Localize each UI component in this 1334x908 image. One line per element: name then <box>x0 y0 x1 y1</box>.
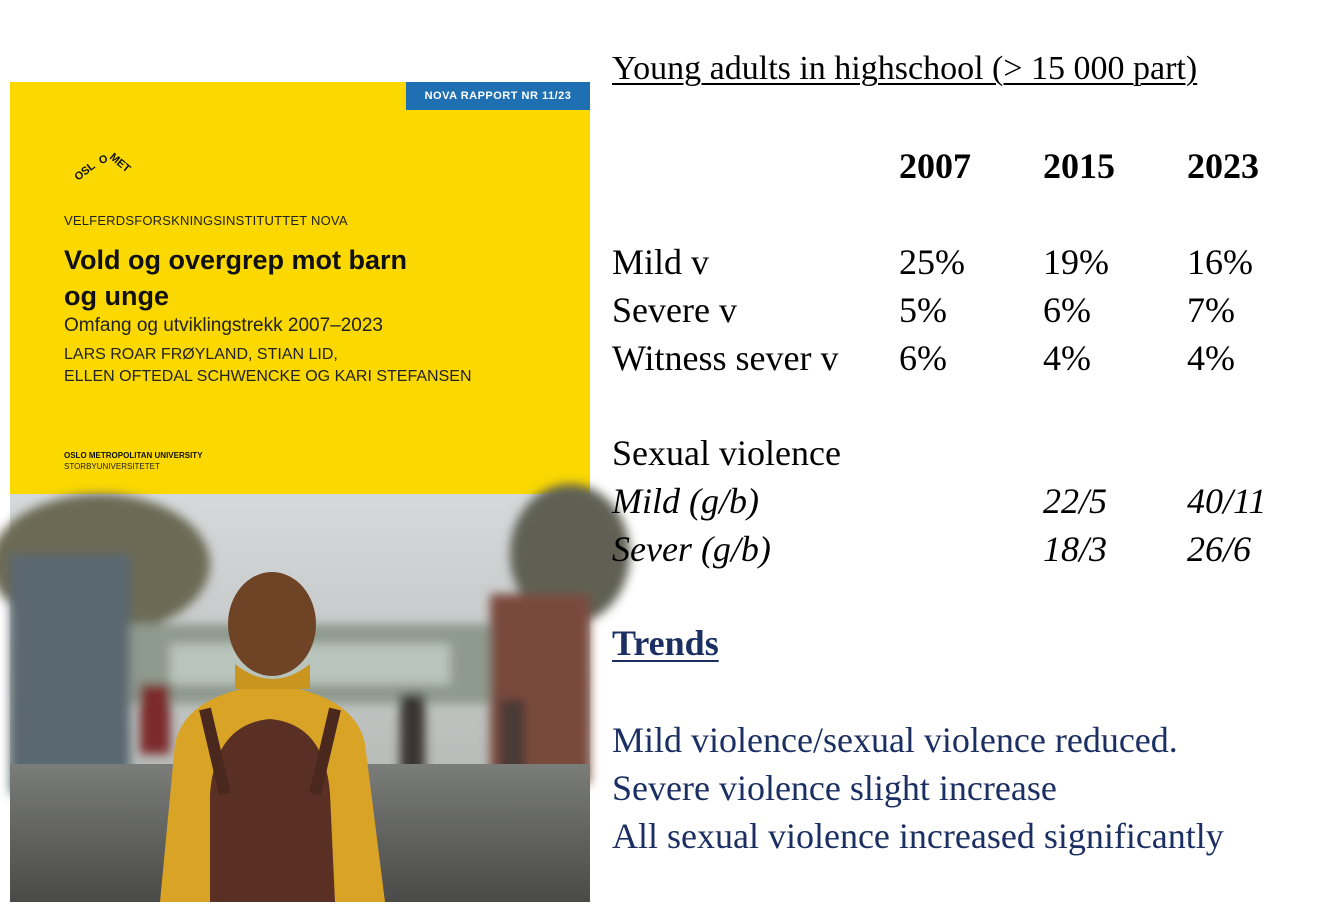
row-value: 7% <box>1187 290 1235 330</box>
cover-photo <box>10 494 590 902</box>
year-header: 2015 <box>1043 146 1115 186</box>
row-value: 26/6 <box>1187 529 1252 569</box>
row-value: 40/11 <box>1187 481 1267 521</box>
cover-authors <box>64 344 472 388</box>
year-header: 2023 <box>1187 146 1259 186</box>
row-value: 19% <box>1043 242 1109 282</box>
svg-text:OSL: OSL <box>72 159 98 184</box>
svg-text:O: O <box>97 153 110 167</box>
row-value: 4% <box>1187 338 1235 378</box>
trend-item: Mild violence/sexual violence reduced. <box>612 720 1178 760</box>
cover-subtitle: Omfang og utviklingstrekk 2007–2023 <box>64 315 383 336</box>
report-cover <box>10 82 590 902</box>
row-label: Severe v <box>612 290 737 330</box>
authors-line: ELLEN OFTEDAL SCHWENCKE OG KARI STEFANSEN <box>64 368 472 385</box>
year-header: 2007 <box>899 146 971 186</box>
cover-title-line: Vold og overgrep mot barn <box>64 245 408 275</box>
cover-title-line: og unge <box>64 281 169 311</box>
row-value: 6% <box>899 338 947 378</box>
row-value: 18/3 <box>1043 529 1108 569</box>
row-value: 5% <box>899 290 947 330</box>
report-number-badge: NOVA RAPPORT NR 11/23 <box>406 82 590 110</box>
row-label: Sever (g/b) <box>612 529 771 569</box>
row-value: 25% <box>899 242 965 282</box>
institute-name: VELFERDSFORSKNINGSINSTITUTTET NOVA <box>64 213 348 228</box>
university-name-norwegian: STORBYUNIVERSITETET <box>64 462 160 471</box>
row-value: 6% <box>1043 290 1091 330</box>
row-value: 4% <box>1043 338 1091 378</box>
cover-title <box>64 242 564 314</box>
svg-text:MET: MET <box>107 151 133 176</box>
trend-item: Severe violence slight increase <box>612 768 1057 808</box>
trends-heading: Trends <box>612 623 719 663</box>
trend-item: All sexual violence increased significantly <box>612 816 1224 856</box>
row-value: 22/5 <box>1043 481 1108 521</box>
cover-yellow-panel <box>10 82 590 494</box>
row-label: Mild (g/b) <box>612 481 759 521</box>
row-label: Mild v <box>612 242 710 282</box>
university-name: OSLO METROPOLITAN UNIVERSITY <box>64 451 203 460</box>
sexual-violence-header: Sexual violence <box>612 433 841 473</box>
row-label: Witness sever v <box>612 338 839 378</box>
oslomet-logo <box>72 138 146 198</box>
authors-line: LARS ROAR FRØYLAND, STIAN LID, <box>64 346 338 363</box>
slide-title: Young adults in highschool (> 15 000 part) <box>612 50 1198 87</box>
row-value: 16% <box>1187 242 1253 282</box>
